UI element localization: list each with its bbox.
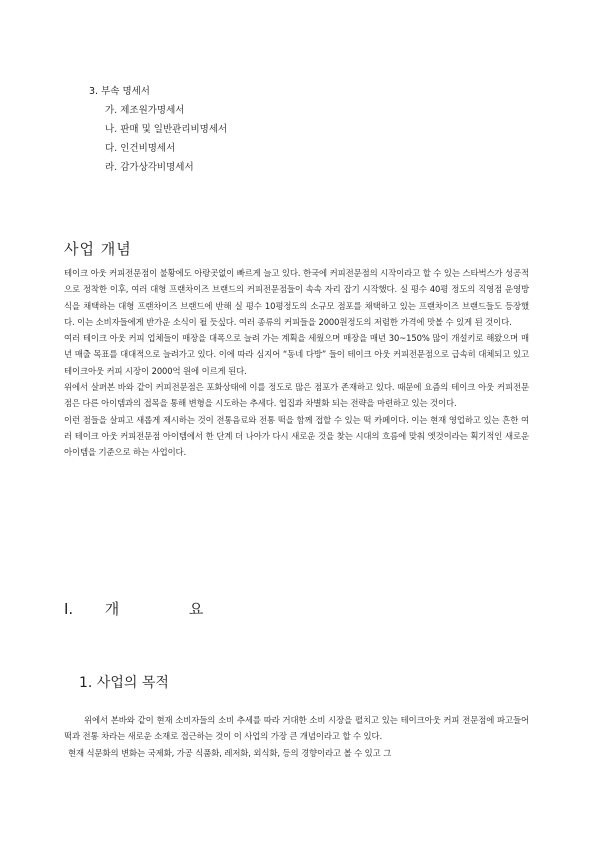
chapter-number: Ⅰ. xyxy=(64,600,74,618)
chapter-heading-overview xyxy=(64,598,203,619)
toc-item-main: 3. 부속 명세서 xyxy=(89,86,150,97)
chapter-title-char: 요 xyxy=(188,600,204,618)
section-heading-concept: 사업 개념 xyxy=(64,240,132,258)
toc-subitem: 라. 감가상각비명세서 xyxy=(105,162,194,173)
chapter-title-char: 개 xyxy=(104,600,120,618)
paragraph: 이런 점들을 살피고 새롭게 제시하는 것이 전통음료와 전통 떡을 함께 접할 수 있는 떡 카페이다. 이는 현재 영업하고 있는 흔한 여러 테이크 아웃 커피전문점 아이템에서 한 단계 더 나아가 다시 새로운 것을 찾는 시대의 흐름에 맞춰 엣것이라는 획기적인 새로운 아이템을 기준으로 하는 사업이다. xyxy=(64,414,529,458)
paragraph: 위에서 살펴본 바와 같이 커피전문점은 포화상태에 이를 정도로 많은 점포가 존재하고 있다. 때문에 요즘의 테이크 아웃 커피전문점은 다른 아이템과의 접목을 통해 변형을 시도하는 추세다. 엽집과 차별화 되는 전략을 마련하고 있는 것이다. xyxy=(64,382,529,409)
toc-subitem: 나. 판매 및 일반관리비명세서 xyxy=(105,124,228,135)
paragraph: 여러 테이크 아웃 커피 업체들이 매장을 대폭으로 늘려 가는 계획을 세웠으며 매장을 매년 30~150% 많이 개설키로 해왔으며 매년 매출 목표를 대대적으로 늘려가고 있다. 이에 따라 심지어 “동네 다방” 들이 테이크 아웃 커피전문점으로 급속히 대체되고 있고 테이크아웃 커피 시장이 2000억 원에 이르게 된다. xyxy=(64,333,529,376)
section-heading-purpose: 1. 사업의 목적 xyxy=(79,675,169,691)
paragraph: 위에서 본바와 같이 현재 소비자들의 소비 추세를 따라 거대한 소비 시장을 펼치고 있는 테이크아웃 커피 전문점에 파고들어 떡과 전통 차라는 새로운 소재로 접근하는 것이 이 사업의 가장 큰 개념이라고 할 수 있다. xyxy=(64,715,529,742)
paragraph: 테이크 아웃 커피전문점이 불황에도 아랑곳없이 빠르게 늘고 있다. 한국에 커피전문점의 시작이라고 할 수 있는 스타벅스가 성공적으로 정착한 이후, 여러 대형 프랜차이즈 브랜드의 커피전문점들이 속속 자리 잡기 시작했다. 실 평수 40평 정도의 직영점 운영방식을 채택하는 대형 프랜차이즈 브랜드에 반해 실 평수 10평정도의 소규모 점포를 채택하고 있는 프랜차이즈 브랜드들도 등장했다. 이는 소비자들에게 반가운 소식이 될 듯싶다. 여러 종류의 커피들을 2000원정도의 저렴한 가격에 맛볼 수 있게 된 것이다. xyxy=(64,268,529,327)
table-of-contents xyxy=(89,82,227,177)
paragraph: 현재 식문화의 변화는 국제화, 가공 식품화, 레저화, 외식화, 등의 경향이라고 볼 수 있고 그 xyxy=(68,747,392,758)
toc-subitem: 가. 제조원가명세서 xyxy=(105,105,185,116)
toc-subitem: 다. 인건비명세서 xyxy=(105,143,176,154)
purpose-body xyxy=(64,712,529,761)
concept-body xyxy=(64,265,529,461)
